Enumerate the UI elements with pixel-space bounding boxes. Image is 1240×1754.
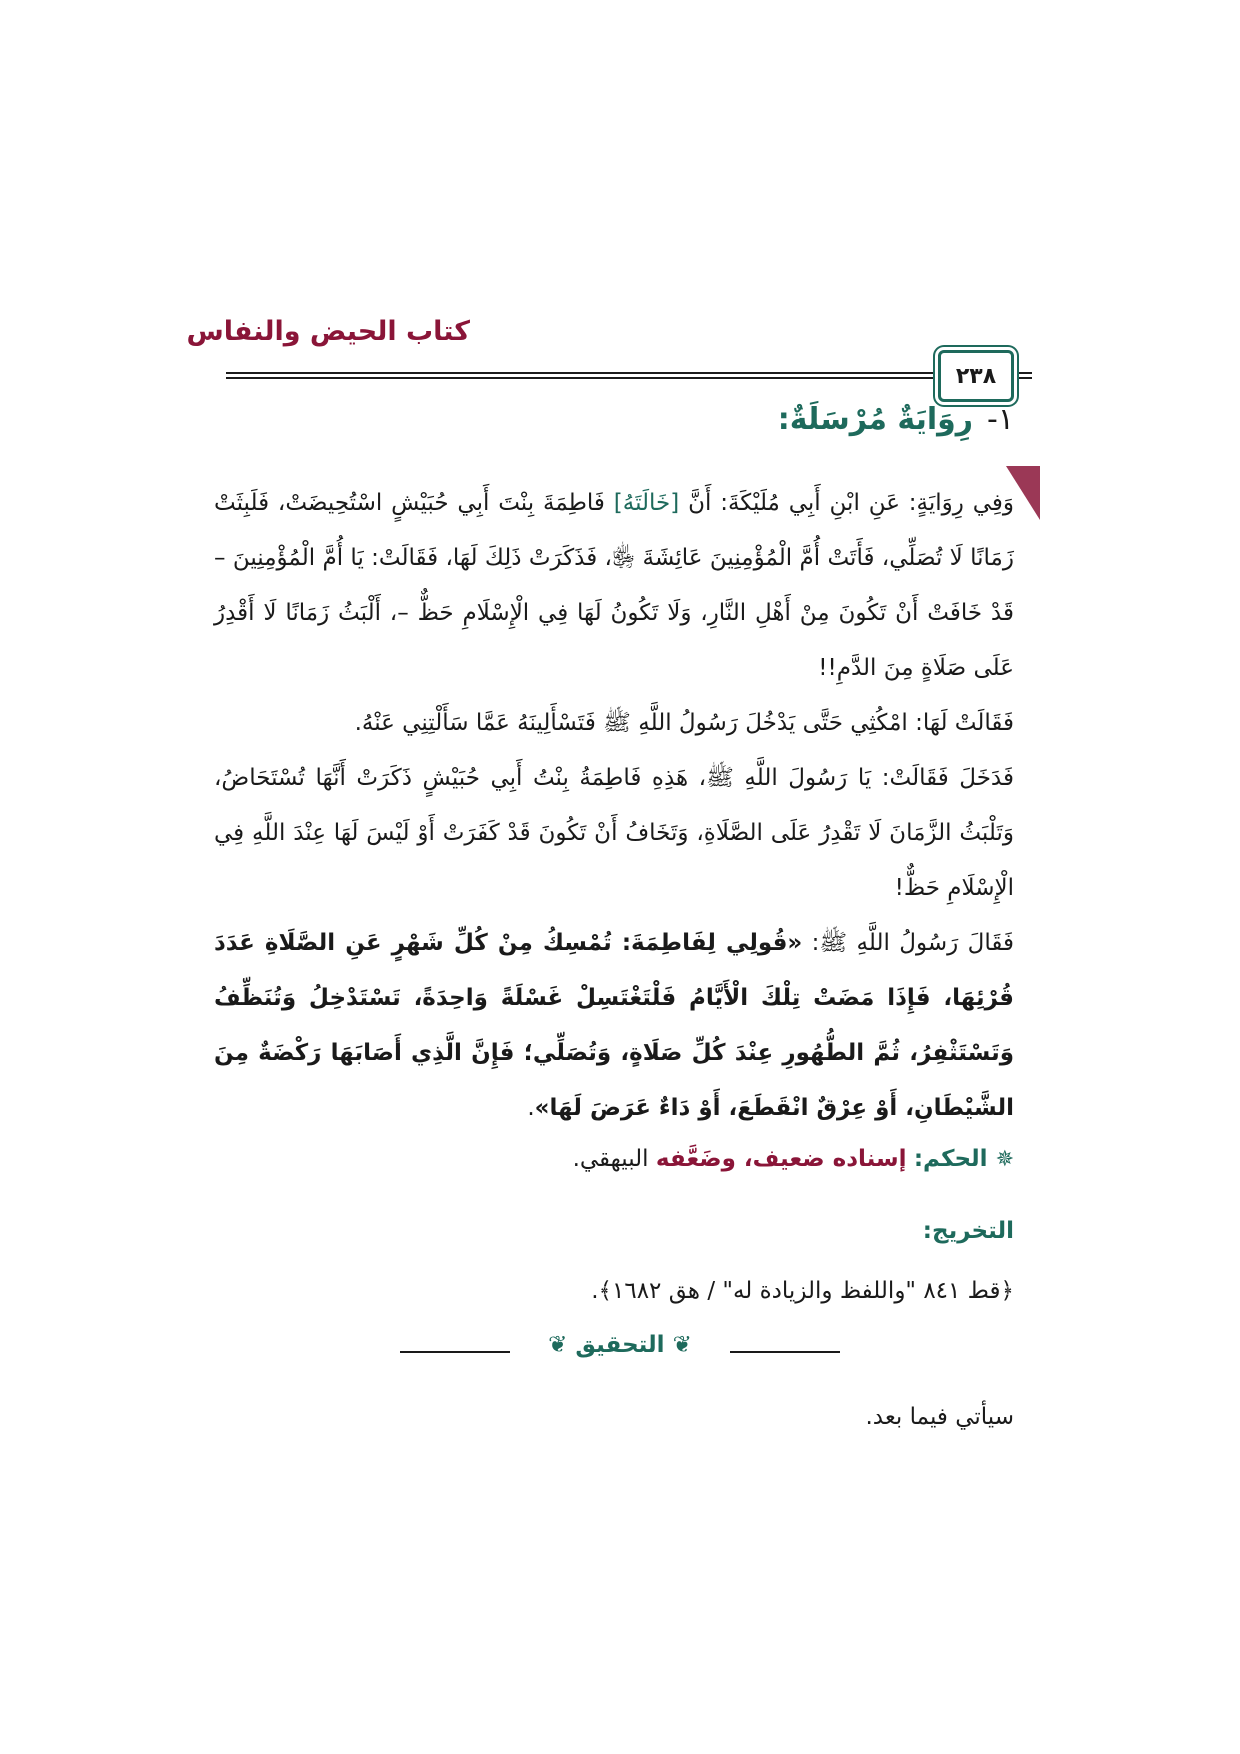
book-title: كتاب الحيض والنفاس <box>186 316 470 347</box>
header-rule <box>226 372 1032 374</box>
ornament-star-icon: ✵ <box>995 1147 1014 1172</box>
prophetic-saying: «قُولِي لِفَاطِمَةَ: تُمْسِكُ مِنْ كُلِّ شَهْرٍ عَنِ الصَّلَاةِ عَدَدَ قُرْئِهَا، فَإِذَا مَضَتْ تِلْكَ الْأَيَّامُ فَلْتَغْتَسِلْ غَسْلَةً وَاحِدَةً، تَسْتَدْخِلُ وَتُنَظِّفُ وَتَسْتَثْفِرُ، ثُمَّ الطُّهُورِ عِنْدَ كُلِّ صَلَاةٍ، وَتُصَلِّي؛ فَإِنَّ الَّذِي أَصَابَهَا رَكْضَةٌ مِنَ الشَّيْطَانِ، أَوْ عِرْقٌ انْقَطَعَ، أَوْ دَاءٌ عَرَضَ لَهَا» <box>214 930 1014 1121</box>
paragraph-4: فَقَالَ رَسُولُ اللَّهِ ﷺ: «قُولِي لِفَاطِمَةَ: تُمْسِكُ مِنْ كُلِّ شَهْرٍ عَنِ الصَّلَاةِ عَدَدَ قُرْئِهَا، فَإِذَا مَضَتْ تِلْكَ الْأَيَّامُ فَلْتَغْتَسِلْ غَسْلَةً وَاحِدَةً، تَسْتَدْخِلُ وَتُنَظِّفُ وَتَسْتَثْفِرُ، ثُمَّ الطُّهُورِ عِنْدَ كُلِّ صَلَاةٍ، وَتُصَلِّي؛ فَإِنَّ الَّذِي أَصَابَهَا رَكْضَةٌ مِنَ الشَّيْطَانِ، أَوْ عِرْقٌ انْقَطَعَ، أَوْ دَاءٌ عَرَضَ لَهَا». <box>214 930 1014 1121</box>
ruling-label: الحكم: <box>913 1146 988 1172</box>
ruling-line <box>214 1146 1014 1172</box>
takhrij-text: ﴿قط ٨٤١ "واللفظ والزيادة له" / هق ١٦٨٢﴾. <box>591 1278 1014 1304</box>
bracketed-word: [خَالَتَهُ] <box>613 490 680 516</box>
paragraph-1: وَفِي رِوَايَةٍ: عَنِ ابْنِ أَبِي مُلَيْكَةَ: أَنَّ [خَالَتَهُ] فَاطِمَةَ بِنْتَ أَبِي حُبَيْشٍ اسْتُحِيضَتْ، فَلَبِثَتْ زَمَانًا لَا تُصَلِّي، فَأَتَتْ أُمَّ الْمُؤْمِنِينَ عَائِشَةَ ﵂، فَذَكَرَتْ ذَلِكَ لَهَا، فَقَالَتْ: يَا أُمَّ الْمُؤْمِنِينَ – قَدْ خَافَتْ أَنْ تَكُونَ مِنْ أَهْلِ النَّارِ، وَلَا تَكُونُ لَهَا فِي الْإِسْلَامِ حَظٌّ –، أَلْبَثُ زَمَانًا لَا أَقْدِرُ عَلَى صَلَاةٍ مِنَ الدَّمِ!! <box>214 490 1014 681</box>
paragraph-3: فَدَخَلَ فَقَالَتْ: يَا رَسُولَ اللَّهِ ﷺ، هَذِهِ فَاطِمَةُ بِنْتُ أَبِي حُبَيْشٍ ذَكَرَتْ أَنَّهَا تُسْتَحَاضُ، وَتَلْبَثُ الزَّمَانَ لَا تَقْدِرُ عَلَى الصَّلَاةِ، وَتَخَافُ أَنْ تَكُونَ قَدْ كَفَرَتْ أَوْ لَيْسَ لَهَا عِنْدَ اللَّهِ فِي الْإِسْلَامِ حَظٌّ! <box>214 765 1014 901</box>
section-heading <box>778 402 1014 437</box>
section-number: ١- <box>987 402 1014 437</box>
tahqiq-label: ❦ التحقيق ❦ <box>548 1332 692 1358</box>
divider-line <box>730 1351 840 1353</box>
tahqiq-divider <box>400 1332 840 1372</box>
section-title: رِوَايَةٌ مُرْسَلَةٌ: <box>777 402 974 437</box>
ruling-source: البيهقي. <box>572 1146 649 1172</box>
header-rule-double <box>226 377 1032 379</box>
page-number: ٢٣٨ <box>938 350 1014 402</box>
closing-note: سيأتي فيما بعد. <box>865 1404 1014 1430</box>
takhrij-label: التخريج: <box>922 1218 1014 1244</box>
ruling-verdict: إسناده ضعيف، وضَعَّفه <box>655 1146 907 1172</box>
paragraph-2: فَقَالَتْ لَهَا: امْكُثِي حَتَّى يَدْخُلَ رَسُولُ اللَّهِ ﷺ فَتَسْأَلِينَهُ عَمَّا سَأَلْتِنِي عَنْهُ. <box>354 710 1014 736</box>
hadith-text <box>214 476 1014 1136</box>
divider-line <box>400 1351 510 1353</box>
